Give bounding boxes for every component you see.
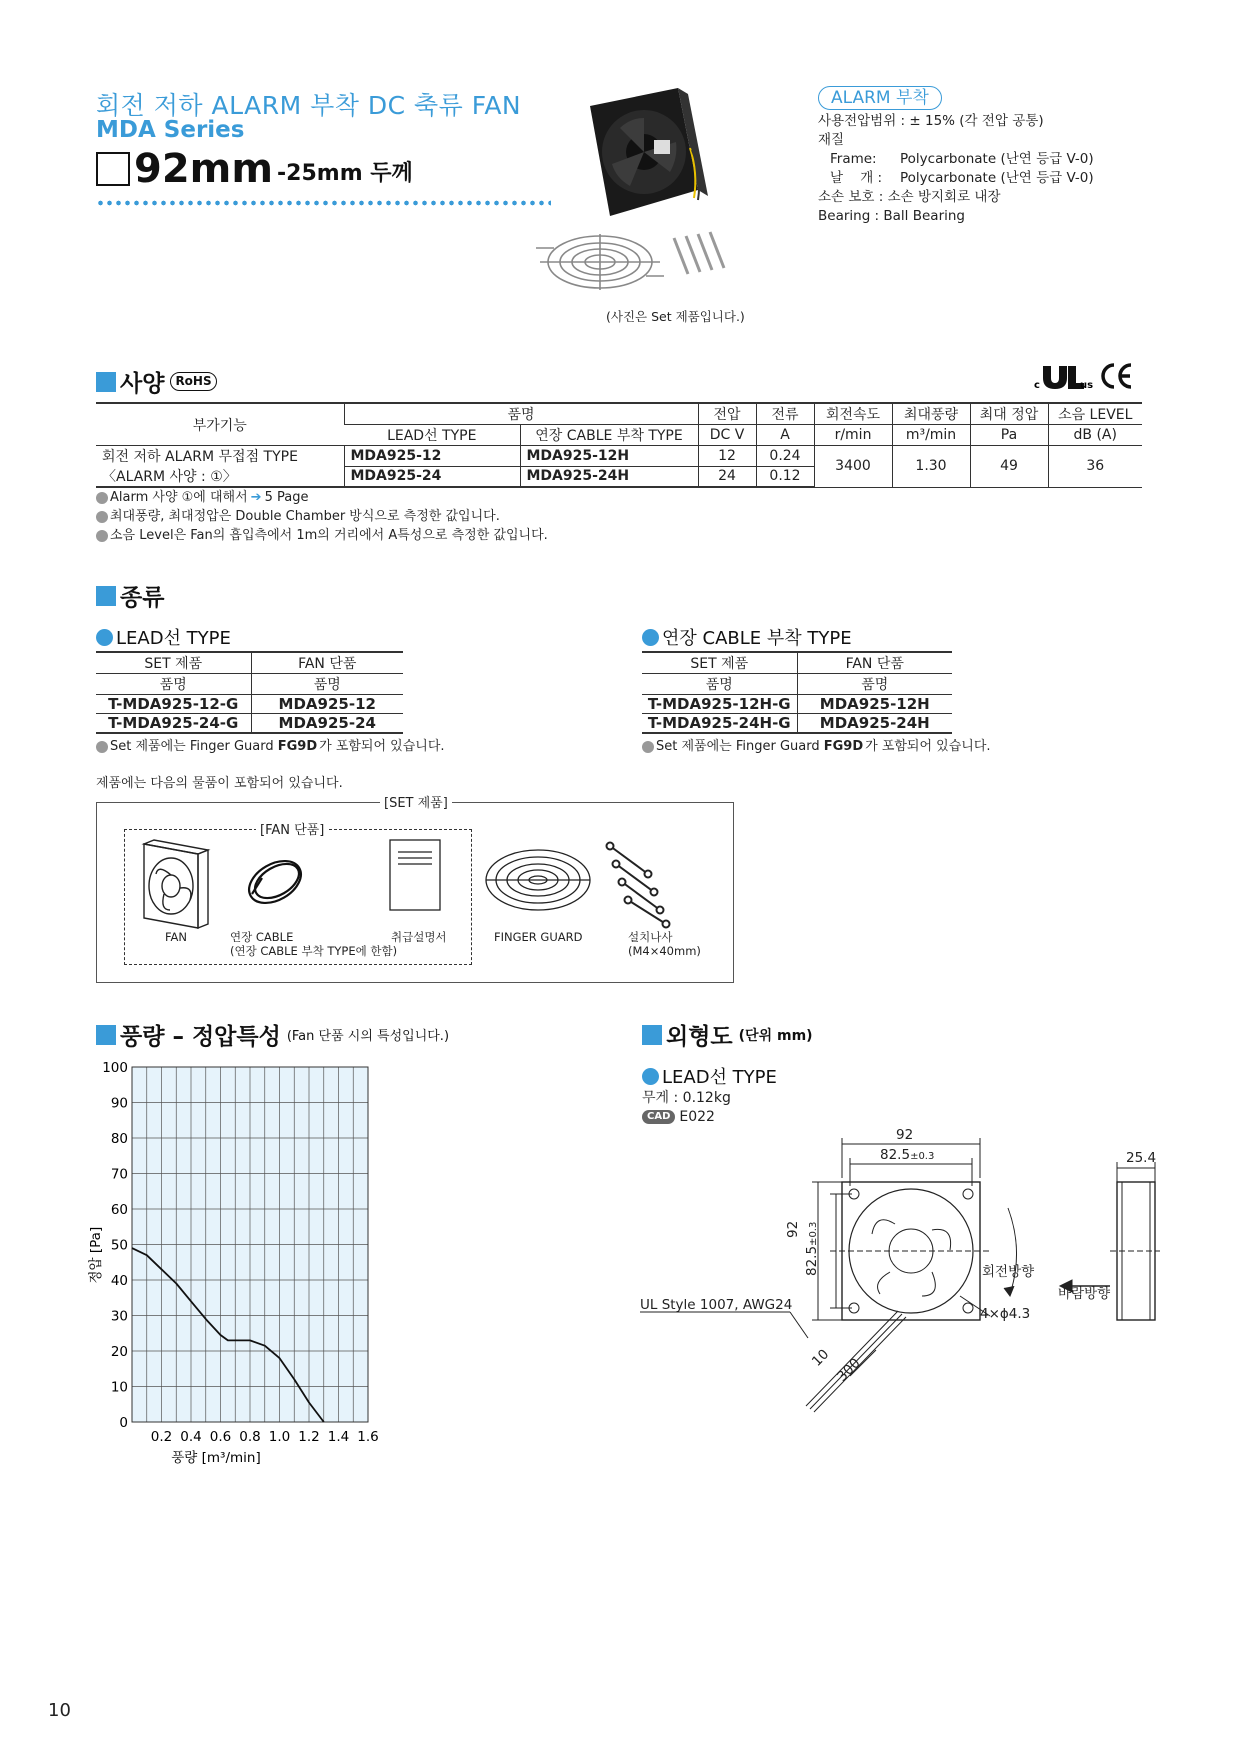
y-tick-label: 10 [110,1379,128,1396]
x-tick-label: 0.2 [150,1429,173,1445]
y-tick-label: 0 [119,1415,128,1431]
header-name: 품명 [344,403,698,425]
header-volt-unit: DC V [698,425,756,446]
note-measurement: 최대풍량, 최대정압은 Double Chamber 방식으로 측정한 값입니다. [110,509,500,524]
outline-section-title [642,1018,813,1051]
page-title: 회전 저하 ALARM 부착 DC 축류 FAN [96,91,522,120]
item-manual: 취급설명서 [391,930,447,944]
x-tick-label: 0.8 [239,1429,261,1445]
ul-mark-icon [1034,362,1092,390]
table-row: 0.24 [756,446,814,467]
rotation-label: 회전방향 [982,1264,1035,1280]
series-name: MDA Series [96,117,245,143]
contents-illustration [140,838,715,938]
y-tick-label: 80 [110,1131,128,1147]
table-row: T-MDA925-24H-G [642,714,797,734]
bullet-icon [96,741,108,753]
photo-caption: (사진은 Set 제품입니다.) [606,309,745,324]
svg-text:c: c [1034,380,1040,391]
outline-sub-title: LEAD선 TYPE [642,1063,777,1089]
col-set: SET 제품 [642,652,797,674]
header-noise-unit: dB (A) [1048,425,1142,446]
size-thickness: -25mm 두께 [277,161,413,186]
spec-section-title [96,365,217,398]
wind-label: 바람방향 [1058,1286,1111,1302]
bullet-icon [96,530,108,542]
spec-title-text: 사양 [120,371,165,397]
dim-strip-length: 10 [808,1346,833,1370]
wire-spec: UL Style 1007, AWG24 [640,1297,793,1313]
pq-section-title [96,1018,449,1051]
pq-title-text: 풍량 – 정압특성 [120,1024,281,1050]
y-tick-label: 70 [110,1166,128,1183]
item-guard: FINGER GUARD [494,930,583,944]
note-alarm: Alarm 사양 ①에 대해서 [110,490,248,505]
alarm-badge: ALARM 부착 [818,86,942,110]
dim-depth: 25.4 [1126,1150,1157,1166]
table-row: MDA925-12 [344,446,520,467]
bearing-type: Bearing : Ball Bearing [818,208,965,224]
spec-table [96,402,1142,488]
bullet-icon [96,629,113,646]
col-set-name: 품명 [642,674,797,695]
dim-width: 92 [896,1127,914,1143]
dim-pitch-vertical: 82.5±0.3 [804,1221,820,1276]
fan-label: [FAN 단품] [256,821,328,840]
lead-type-title: LEAD선 TYPE [96,624,231,650]
square-icon [96,152,130,186]
weight: 무게 : 0.12kg [642,1090,731,1106]
fan-drawing [144,840,208,928]
dim-pitch: 82.5±0.3 [880,1147,935,1163]
ce-mark-icon [1100,362,1134,390]
bullet-icon [642,629,659,646]
page-number: 10 [48,1700,71,1721]
noise-value: 36 [1048,446,1142,488]
y-tick-label: 50 [110,1237,128,1254]
header-func: 부가기능 [96,403,344,446]
header-press-unit: Pa [970,425,1048,446]
alarm-specs [818,112,1094,226]
svg-text:us: us [1080,380,1094,391]
outline-title-text: 외형도 [666,1024,733,1050]
x-tick-label: 1.4 [327,1429,350,1445]
arrow-right-icon: ➔ [250,490,262,505]
frame-label: Frame: [830,151,877,167]
dim-holes: 4×ϕ4.3 [980,1306,1031,1322]
size-heading [96,146,413,192]
func-line-1: 회전 저하 ALARM 무접점 TYPE [102,449,298,465]
bullet-icon [642,1068,659,1085]
speed-value: 3400 [814,446,892,488]
bullet-icon [96,511,108,523]
x-tick-label: 1.2 [298,1429,320,1445]
item-fan: FAN [165,930,188,944]
y-tick-label: 30 [110,1308,128,1325]
cad-badge: CAD [642,1110,675,1124]
table-row: 24 [698,466,756,487]
table-row: T-MDA925-12-G [96,695,251,714]
col-fan: FAN 단품 [251,652,403,674]
press-value: 49 [970,446,1048,488]
table-row: 12 [698,446,756,467]
blade-material: Polycarbonate (난연 등급 V-0) [900,170,1094,186]
header-cable: 연장 CABLE 부착 TYPE [520,425,698,446]
cable-type-table [642,651,952,734]
col-fan: FAN 단품 [797,652,952,674]
col-fan-name: 품명 [797,674,952,695]
lead-type-note: Set 제품에는 Finger Guard FG9D 가 포함되어 있습니다. [96,737,445,756]
contents-note: 제품에는 다음의 물품이 포함되어 있습니다. [96,776,343,791]
material-label: 재질 [818,132,845,148]
bullet-icon [642,741,654,753]
types-title-text: 종류 [120,585,165,611]
table-row: MDA925-24H [520,466,698,487]
y-tick-label: 100 [102,1060,128,1076]
y-axis-label: 정압 [Pa] [88,1226,104,1284]
burnout-protection: 소손 보호 : 소손 방지회로 내장 [818,189,1001,205]
cert-marks [1034,362,1134,390]
y-tick-label: 40 [110,1273,128,1289]
bullet-icon [96,492,108,504]
set-label: [SET 제품] [380,794,452,813]
flow-value: 1.30 [892,446,970,488]
col-fan-name: 품명 [251,674,403,695]
func-line-2: 〈ALARM 사양 : ①〉 [96,466,344,487]
section-square-icon [96,372,116,392]
pq-chart [90,1055,410,1475]
y-tick-label: 90 [110,1095,128,1112]
product-photo [530,88,730,313]
x-tick-label: 0.6 [209,1429,232,1445]
header-press: 최대 정압 [970,403,1048,425]
note-page-link[interactable]: 5 Page [264,490,309,505]
table-row: T-MDA925-12H-G [642,695,797,714]
y-tick-label: 20 [110,1344,128,1360]
col-set-name: 품명 [96,674,251,695]
dim-wire-length: 300 [834,1355,864,1385]
x-tick-label: 0.4 [180,1429,202,1445]
table-row: MDA925-12H [520,446,698,467]
header-flow: 최대풍량 [892,403,970,425]
voltage-range: 사용전압범위 : ± 15% (각 전압 공통) [818,113,1044,129]
pq-note: (Fan 단품 시의 특성입니다.) [286,1029,450,1044]
header-noise: 소음 LEVEL [1048,403,1142,425]
cad-number: E022 [679,1109,715,1125]
outline-drawing [640,1126,1160,1416]
types-section-title [96,579,164,612]
col-set: SET 제품 [96,652,251,674]
item-screws: 설치나사 (M4×40mm) [628,930,701,958]
cable-type-title: 연장 CABLE 부착 TYPE [642,624,852,650]
header-lead: LEAD선 TYPE [344,425,520,446]
outline-unit: (단위 mm) [738,1027,813,1044]
y-tick-label: 60 [110,1202,128,1218]
table-row: MDA925-24H [797,714,952,734]
manual-drawing [390,840,440,910]
section-square-icon [642,1025,662,1045]
table-row: MDA925-24 [251,714,403,734]
cable-type-note: Set 제품에는 Finger Guard FG9D 가 포함되어 있습니다. [642,737,991,756]
header-curr: 전류 [756,403,814,425]
header-volt: 전압 [698,403,756,425]
screws-drawing [607,843,670,928]
note-noise: 소음 Level은 Fan의 흡입측에서 1m의 거리에서 A특성으로 측정한 값입니다. [110,528,548,543]
lead-type-table [96,651,403,734]
table-row: MDA925-24 [344,466,520,487]
table-row: 0.12 [756,466,814,487]
x-tick-label: 1.6 [357,1429,379,1445]
header-flow-unit: m³/min [892,425,970,446]
section-square-icon [96,1025,116,1045]
frame-material: Polycarbonate (난연 등급 V-0) [900,151,1094,167]
rohs-badge: RoHS [170,372,216,391]
cable-drawing [242,852,308,911]
spec-notes [96,488,548,545]
guard-drawing [486,850,590,910]
section-square-icon [96,586,116,606]
header-speed-unit: r/min [814,425,892,446]
x-axis-label: 풍량 [m³/min] [171,1450,261,1466]
header-curr-unit: A [756,425,814,446]
dim-height: 92 [785,1220,801,1238]
cad-ref [642,1109,715,1125]
size-value: 92mm [134,146,274,192]
x-tick-label: 1.0 [268,1429,291,1445]
table-row: MDA925-12 [251,695,403,714]
item-cable: 연장 CABLE (연장 CABLE 부착 TYPE에 한함) [230,930,398,958]
table-row: T-MDA925-24-G [96,714,251,734]
blade-label: 날 개 : [830,170,883,186]
header-speed: 회전속도 [814,403,892,425]
table-row: MDA925-12H [797,695,952,714]
dotted-divider [96,200,551,206]
